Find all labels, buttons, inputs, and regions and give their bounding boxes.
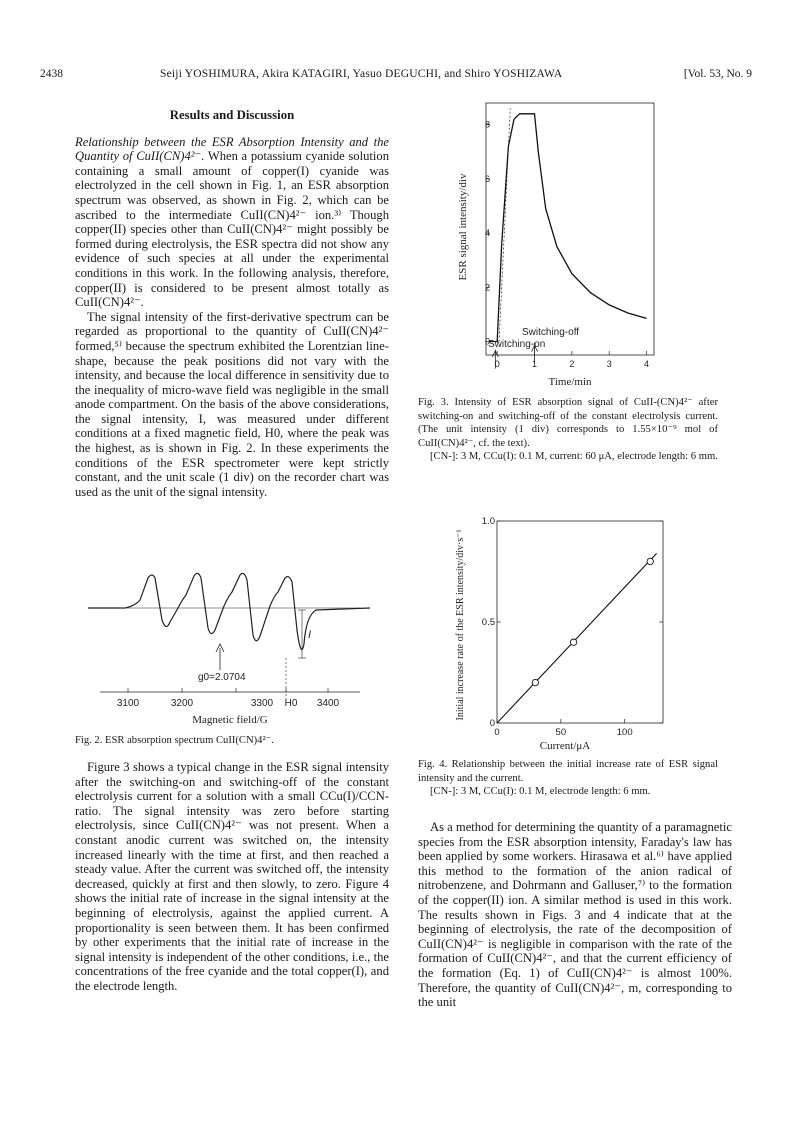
fig2-xlabel: Magnetic field/G [192, 714, 268, 726]
fig4-ytick-label-2: 1.0 [481, 516, 495, 527]
fig3-ytick-label-4: 8 [484, 119, 490, 130]
paragraph-3: Figure 3 shows a typical change in the ESR signal intensity after the switching-on and switching-off of the constant electrolysis current for a solution with a small CCu(I)/CCN- ratio. The signal intensity was zero before starting electrolysis, since CuII(CN)4²⁻ was not present. When a constant anodic current was switched on, the intensity increased linearly with the time at first, and then reached a steady value. After the current was switched off, the intensity decreased, quickly at first and then slowly, to zero. Figure 4 shows the initial rate of increase in the signal intensity at the beginning of electrolysis, against the applied current. A proportionality is seen between them. It has been confirmed by other experiments that the initial rate of increase in the signal intensity is independent of the other conditions, i.e., the concentrations of the free cyanide and the total copper(I), and the electrode length. [75, 760, 389, 993]
fig2-tick-label-3100: 3100 [116, 698, 140, 709]
fig4-caption-main: Fig. 4. Relationship between the initial increase rate of ESR signal intensity and the current. [418, 759, 718, 784]
fig4-point-1 [570, 639, 576, 645]
fig3-ylabel: ESR signal intensity/div [457, 173, 469, 281]
fig3-xtick-label-1: 1 [532, 359, 538, 369]
fig4-fit-line [497, 553, 657, 723]
fig4-xtick-label-0: 0 [494, 727, 500, 738]
fig4-ylabel: Initial increase rate of the ESR intensity/div·s⁻¹ [455, 529, 466, 721]
running-authors: Seiji YOSHIMURA, Akira KATAGIRI, Yasuo DEGUCHI, and Shiro YOSHIZAWA [160, 68, 563, 80]
paragraph-1-text: When a potassium cyanide solution containing a small amount of copper(I) cyanide was electrolyzed in the cell shown in Fig. 1, an ESR absorption spectrum was observed, as shown in Fig. 2, which can be ascribed to the intermediate CuII(CN)4²⁻ ion.³⁾ Though copper(II) species other than CuII(CN)4²⁻ might possibly be formed during electrolysis, the ESR spectra did not show any evidence of such species at all under the experimental conditions in this work. In the following analysis, therefore, copper(II) is considered to be present almost totally as CuII(CN)4²⁻. [75, 149, 389, 310]
fig4-point-0 [532, 679, 538, 685]
right-column-text [418, 820, 732, 1010]
fig3-chart [450, 95, 690, 390]
fig3-xlabel: Time/min [548, 376, 592, 388]
fig4-xlabel: Current/μA [539, 740, 591, 752]
fig2-tick-label-3400: 3400 [316, 698, 340, 709]
fig2-spectrum [80, 570, 380, 732]
journal-volume: [Vol. 53, No. 9 [683, 68, 752, 80]
fig3-ytick-label-3: 6 [484, 173, 490, 184]
fig3-switch-on-label: Switching-on [488, 339, 546, 350]
subsection-title: Relationship between the ESR Absorption Intensity and the Quantity of CuII(CN)4²⁻. [75, 134, 389, 164]
fig4-ytick-label-1: 0.5 [481, 617, 495, 628]
paragraph-2: The signal intensity of the first-derivative spectrum can be regarded as proportional to the quantity of CuII(CN)4²⁻ formed,⁵⁾ because the spectrum exhibited the Lorentzian line-shape, because the peak positions did not vary with the intensity, and because the local difference in sensitivity due to the inequality of micro-wave field was negligible in the small anode compartment. On the basis of the above considerations, the signal intensity, I, was measured under different conditions at a fixed magnetic field, H0, where the peak was the highest, as is shown in Fig. 2. In these experiments the conditions of the ESR spectrometer were kept strictly constant, and the unit scale (1 div) on the recorder chart was used as the unit of the signal intensity. [75, 309, 389, 499]
fig4-xtick-label-2: 100 [616, 727, 633, 738]
fig3-frame [486, 103, 654, 355]
section-title: Results and Discussion [169, 108, 295, 122]
fig2-I-label: I [308, 629, 312, 641]
fig3-ytick-label-2: 4 [484, 228, 490, 239]
fig3-caption-conditions: [CN-]: 3 M, CCu(I): 0.1 M, current: 60 μA, electrode length: 6 mm. [430, 451, 718, 463]
page-number: 2438 [40, 68, 63, 80]
fig3-ytick-label-0: 0 [484, 336, 490, 347]
fig2-ticks [128, 688, 328, 692]
fig2-caption: Fig. 2. ESR absorption spectrum CuII(CN)4²⁻. [75, 735, 274, 746]
fig3-xtick-label-3: 3 [606, 359, 612, 369]
fig4-chart [445, 515, 675, 755]
fig3-xtick-label-2: 2 [569, 359, 575, 369]
fig2-spectrum-trace [88, 573, 370, 649]
fig2-tick-label-3200: 3200 [170, 698, 194, 709]
fig3-caption-main: Fig. 3. Intensity of ESR absorption signal of CuII-(CN)4²⁻ after switching-on and switching-off of the constant electrolysis current. (The unit intensity (1 div) corresponds to 1.55×10⁻⁹ mol of CuII(CN)4²⁻, cf. the text). [418, 397, 718, 449]
fig4-caption [418, 758, 718, 799]
paragraph-4: As a method for determining the quantity of a paramagnetic species from the ESR absorption intensity, Faraday's law has been applied by some workers. Hirasawa et al.⁶⁾ have applied this method to the formation of the anion radical of nitrobenzene, and Dohrmann and Galluser,⁷⁾ to the formation of the copper(II) ion. A similar method is used in this work. The results shown in Figs. 3 and 4 indicate that at the beginning of electrolysis, the rate of the decomposition of CuII(CN)4²⁻ is negligible in comparison with the rate of the formation of CuII(CN)4²⁻, and that the current efficiency of the formation (Eq. 1) of CuII(CN)4²⁻ is almost 100%. Therefore, the quantity of CuII(CN)4²⁻, m, corresponding to the unit [418, 820, 732, 1010]
fig2-tick-label-H0: H0 [284, 698, 298, 709]
fig4-caption-conditions: [CN-]: 3 M, CCu(I): 0.1 M, electrode length: 6 mm. [430, 786, 651, 798]
fig4-marks [482, 516, 663, 738]
fig3-series-line [490, 114, 647, 342]
paragraph-1 [75, 135, 389, 310]
fig3-caption [418, 396, 718, 464]
left-column-top [75, 108, 389, 499]
fig4-frame [497, 521, 663, 723]
fig4-point-2 [647, 558, 653, 564]
fig3-xtick-label-0: 0 [494, 359, 500, 369]
left-column-bottom [75, 760, 389, 994]
fig2-tick-label-3300: 3300 [250, 698, 274, 709]
fig3-xtick-label-4: 4 [644, 359, 650, 369]
fig3-ytick-label-1: 2 [484, 282, 490, 293]
fig2-g-label: g0=2.0704 [198, 672, 246, 683]
fig4-xtick-label-1: 50 [555, 727, 567, 738]
fig3-switch-off-label: Switching-off [522, 327, 580, 338]
fig4-ytick-label-0: 0 [489, 718, 495, 729]
